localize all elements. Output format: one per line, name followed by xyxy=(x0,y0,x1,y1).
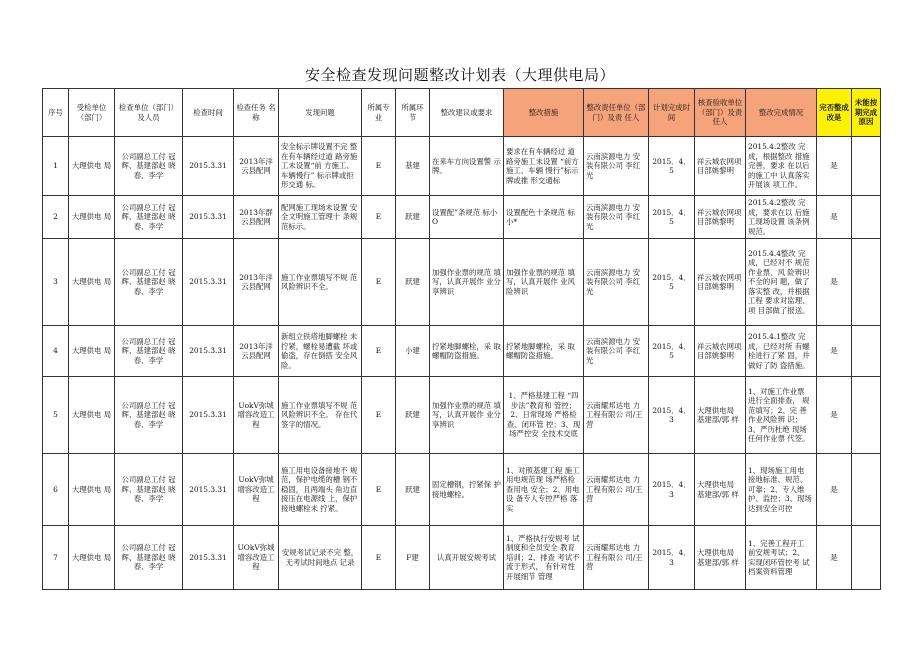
cell-reason xyxy=(852,326,881,377)
cell-plan-date: 2015．4．3 xyxy=(649,526,695,590)
cell-measure: 1、严格执行安规考 试制度和全员安全 教育培训；2、排查 考试不流于形式， 有针对性开展细节 管理 xyxy=(504,526,584,590)
cell-plan-date: 2015．4．3 xyxy=(649,454,695,526)
header-specialty: 所属专 业 xyxy=(362,89,396,137)
table-row xyxy=(43,377,881,454)
cell-inspected-unit: 大理供电 局 xyxy=(69,454,115,526)
cell-status: 2015.4.1整改 完成，已经对所 有螺栓进行了紧 固，并做好了防 盗措施。 xyxy=(746,326,817,377)
cell-responsible: 云南滨源电力 安装有限公司 李红光 xyxy=(584,137,649,196)
cell-task: UOkV弥城 增容改造工 程 xyxy=(234,526,279,590)
cell-plan-date: 2015．4．5 xyxy=(649,196,695,239)
cell-inspected-unit: 大理供电 局 xyxy=(69,196,115,239)
cell-inspector: 公司副总工付 冠辉、基建部赵 晓春、李学 xyxy=(115,377,183,454)
cell-problem: 安规考试记录不完 整，无考试时间地点 记录 xyxy=(279,526,362,590)
cell-inspector: 公司副总工付 冠辉、基建部赵 晓春、李学 xyxy=(115,326,183,377)
table-row xyxy=(43,454,881,526)
cell-date: 2015.3.31 xyxy=(183,137,234,196)
cell-completed: 是 xyxy=(817,137,852,196)
header-problem: 发现问题 xyxy=(279,89,362,137)
header-date: 检查时间 xyxy=(183,89,234,137)
cell-inspector: 公司副总工付 冠辉、基建部赵 晓春、李学 xyxy=(115,239,183,326)
cell-completed: 是 xyxy=(817,526,852,590)
header-measure: 整改措施 xyxy=(504,89,584,137)
header-verifier: 核查验收单位（部门）及责任人 xyxy=(695,89,746,137)
cell-date: 2015.3.31 xyxy=(183,239,234,326)
cell-date: 2015.3.31 xyxy=(183,526,234,590)
header-seq: 序号 xyxy=(43,89,69,137)
header-status: 整改完成情况 xyxy=(746,89,817,137)
cell-specialty: E xyxy=(362,526,396,590)
cell-reason xyxy=(852,137,881,196)
cell-date: 2015.3.31 xyxy=(183,196,234,239)
cell-specialty: E xyxy=(362,377,396,454)
cell-completed: 是 xyxy=(817,196,852,239)
header-reason: 未能按期完成原因 xyxy=(852,89,881,137)
cell-verifier: 大理供电局 基建部/郭 样 xyxy=(695,526,746,590)
cell-problem: 施工作业票填写不规 范风险辨识不全。 xyxy=(279,239,362,326)
cell-problem: 施工作业票填写不规 范风险辨识不全。 存在代签字的情况。 xyxy=(279,377,362,454)
table-row xyxy=(43,196,881,239)
cell-inspected-unit: 大理供电 局 xyxy=(69,137,115,196)
cell-status: 2015.4.2整改 完成，要求在以 后施工现场设置 该条例规范。 xyxy=(746,196,817,239)
cell-seq: 3 xyxy=(43,239,69,326)
cell-responsible: 云南滨源电力 安装有限公司 李红光 xyxy=(584,239,649,326)
cell-plan-date: 2015．4．5 xyxy=(649,137,695,196)
cell-stage: 跃建 xyxy=(396,377,430,454)
table-row xyxy=(43,326,881,377)
cell-measure: 1、严格基建工程 “四步法”教育和 管控；2、日常现场 严格检查、闭环管 控；3、现场严控安 全技术交底 xyxy=(504,377,584,454)
cell-reason xyxy=(852,196,881,239)
cell-task: 2013年洋 云县配网 xyxy=(234,239,279,326)
cell-stage: 基建 xyxy=(396,137,430,196)
cell-seq: 7 xyxy=(43,526,69,590)
cell-problem: 施工用电设备接地不 规范，保护电缆的槽 钢不稳固，且两端头 角边直接压在电源线 上，保护接地螺栓未 拧紧。 xyxy=(279,454,362,526)
cell-stage: 跃建 xyxy=(396,239,430,326)
cell-measure: 设置配色十条规范 标小* xyxy=(504,196,584,239)
cell-stage: F建 xyxy=(396,526,430,590)
cell-stage: 跃建 xyxy=(396,196,430,239)
cell-task: UokV弥城 增容改造工 程 xyxy=(234,377,279,454)
header-row xyxy=(43,89,881,137)
cell-stage: 小建 xyxy=(396,326,430,377)
cell-responsible: 云南耀邦达电 力工程有限公 司/王营 xyxy=(584,377,649,454)
cell-verifier: 大理供电局 基建部/郭 样 xyxy=(695,377,746,454)
page-title: 安全检查发现问题整改计划表（大理供电局） xyxy=(304,66,615,84)
cell-specialty: E xyxy=(362,454,396,526)
table-row xyxy=(43,239,881,326)
cell-task: 2013年群 云县配网 xyxy=(234,196,279,239)
cell-suggestion: 拧紧地脚螺栓，采 取螺帽防盗措施。 xyxy=(430,326,504,377)
cell-inspected-unit: 大理供电 局 xyxy=(69,377,115,454)
cell-inspected-unit: 大理供电 局 xyxy=(69,239,115,326)
cell-completed: 是 xyxy=(817,239,852,326)
cell-suggestion: 在来车方向设置警 示牌。 xyxy=(430,137,504,196)
cell-status: 1、完善工程开工 前安规考试；2、 实现闭环管控考 试档案资料管理 xyxy=(746,526,817,590)
cell-responsible: 云南耀邦达电 力工程有限公 司/王营 xyxy=(584,454,649,526)
cell-verifier: 祥云城农网项目部姚黎明 xyxy=(695,326,746,377)
cell-completed: 是 xyxy=(817,377,852,454)
cell-stage: 跃建 xyxy=(396,454,430,526)
cell-status: 1、对施工作业票 进行全面排查， 规范填写；2、完 善作业风险辨 识；3、严历杜绝 现场任何作业票 代签。 xyxy=(746,377,817,454)
header-inspected-unit: 受检单位（部门） xyxy=(69,89,115,137)
cell-reason xyxy=(852,377,881,454)
cell-date: 2015.3.31 xyxy=(183,454,234,526)
cell-suggestion: 加强作业票的规范 填写，认真开展作 业分享辨识 xyxy=(430,239,504,326)
cell-inspector: 公司副总工付 冠辉、基建部赵 晓春、李学 xyxy=(115,137,183,196)
cell-date: 2015.3.31 xyxy=(183,377,234,454)
table-row xyxy=(43,137,881,196)
cell-seq: 2 xyxy=(43,196,69,239)
cell-specialty: E xyxy=(362,196,396,239)
cell-verifier: 祥云城农网项目部姚黎明 xyxy=(695,196,746,239)
cell-task: UokV弥城 增容改造工 程 xyxy=(234,454,279,526)
header-plan-date: 计划完成时间 xyxy=(649,89,695,137)
cell-completed: 是 xyxy=(817,326,852,377)
cell-responsible: 云南滨源电力 安装有限公司 李红光 xyxy=(584,196,649,239)
cell-seq: 6 xyxy=(43,454,69,526)
cell-seq: 4 xyxy=(43,326,69,377)
cell-suggestion: 加强作业票的规范 填写，认真开展作 业分享辨识 xyxy=(430,377,504,454)
cell-task: 2013年洋 云县配网 xyxy=(234,326,279,377)
cell-suggestion: 认真开展安规考试 xyxy=(430,526,504,590)
cell-inspector: 公司副总工付 冠辉、基建部赵 晓春、李学 xyxy=(115,526,183,590)
cell-problem: 配网施工现场未设置 安全文明施工管理十 条规范标示。 xyxy=(279,196,362,239)
cell-problem: 新组立铁塔地脚螺栓 未拧紧，螺栓易遭截 坏或偷盗，存在倒搭 安全风险。 xyxy=(279,326,362,377)
cell-measure: 1、对照基建工程 施工用电规范现 场严格检查用电 安全；2、用电设 备专人专控严格 落实 xyxy=(504,454,584,526)
cell-plan-date: 2015．4．5 xyxy=(649,239,695,326)
cell-seq: 1 xyxy=(43,137,69,196)
cell-reason xyxy=(852,526,881,590)
header-completed: 完否整成改是 xyxy=(817,89,852,137)
cell-seq: 5 xyxy=(43,377,69,454)
header-task: 检查任务 名称 xyxy=(234,89,279,137)
cell-responsible: 云南滨源电力 安装有限公司 李红光 xyxy=(584,326,649,377)
cell-suggestion: 设置配”条规范 标小O xyxy=(430,196,504,239)
cell-reason xyxy=(852,454,881,526)
cell-task: 2013年洋 云县配网 xyxy=(234,137,279,196)
cell-completed: 是 xyxy=(817,454,852,526)
cell-status: 2015.4.2整改 完成，根据整改 措施完善，要求 在以后的施工中 认真落实开展该 项工作。 xyxy=(746,137,817,196)
cell-verifier: 大理供电局 基建部/郭 样 xyxy=(695,454,746,526)
cell-suggestion: 固定槽钢，拧紧保 护接地螺栓。 xyxy=(430,454,504,526)
cell-inspector: 公司副总工付 冠辉、基建部赵 晓春、李学 xyxy=(115,454,183,526)
cell-responsible: 云南耀邦达电 力工程有限公 司/王营 xyxy=(584,526,649,590)
cell-verifier: 祥云城农网项目部姚黎明 xyxy=(695,239,746,326)
rectification-plan-table xyxy=(42,88,881,590)
header-suggestion: 整改建议或要求 xyxy=(430,89,504,137)
cell-specialty: E xyxy=(362,137,396,196)
header-inspector: 检查单位（部门）及人员 xyxy=(115,89,183,137)
cell-status: 1、现场施工用电 接地标准、规范、 可靠；2、专人维 护、监控；3、现场 达到安全可控 xyxy=(746,454,817,526)
cell-status: 2015.4.4整改 完成，已经对不 规范作业票、风 险辨识不全的问 题，做了落实整 改，并根据工程 要求对监理、项 目部做了报送。 xyxy=(746,239,817,326)
cell-specialty: E xyxy=(362,326,396,377)
cell-plan-date: 2015．4．5 xyxy=(649,326,695,377)
cell-measure: 要求在有车辆经过 道路旁施工未设置 “前方施工、车辆 慢行”标示牌或推 形交通标 xyxy=(504,137,584,196)
cell-inspector: 公司副总工付 冠辉、基建部赵 晓春、李学 xyxy=(115,196,183,239)
cell-reason xyxy=(852,239,881,326)
cell-date: 2015.3.31 xyxy=(183,326,234,377)
cell-plan-date: 2015．4．3 xyxy=(649,377,695,454)
header-responsible: 整改责任单位（部门）及责 任人 xyxy=(584,89,649,137)
cell-problem: 安全标示牌设置不完 整在有车辆经过道 路旁施工未设置“前 方施工、车辆慢行” 标示牌或拒形交通 标。 xyxy=(279,137,362,196)
table-row xyxy=(43,526,881,590)
cell-verifier: 祥云城农网项目部姚黎明 xyxy=(695,137,746,196)
cell-measure: 加强作业票的规范 填写，认真开展作 业风险辨识 xyxy=(504,239,584,326)
cell-measure: 拧紧地脚螺栓，采 取螺帽防盗措施。 xyxy=(504,326,584,377)
cell-specialty: E xyxy=(362,239,396,326)
cell-inspected-unit: 大理供电 局 xyxy=(69,326,115,377)
header-stage: 所属环 节 xyxy=(396,89,430,137)
cell-inspected-unit: 大理供电 局 xyxy=(69,526,115,590)
